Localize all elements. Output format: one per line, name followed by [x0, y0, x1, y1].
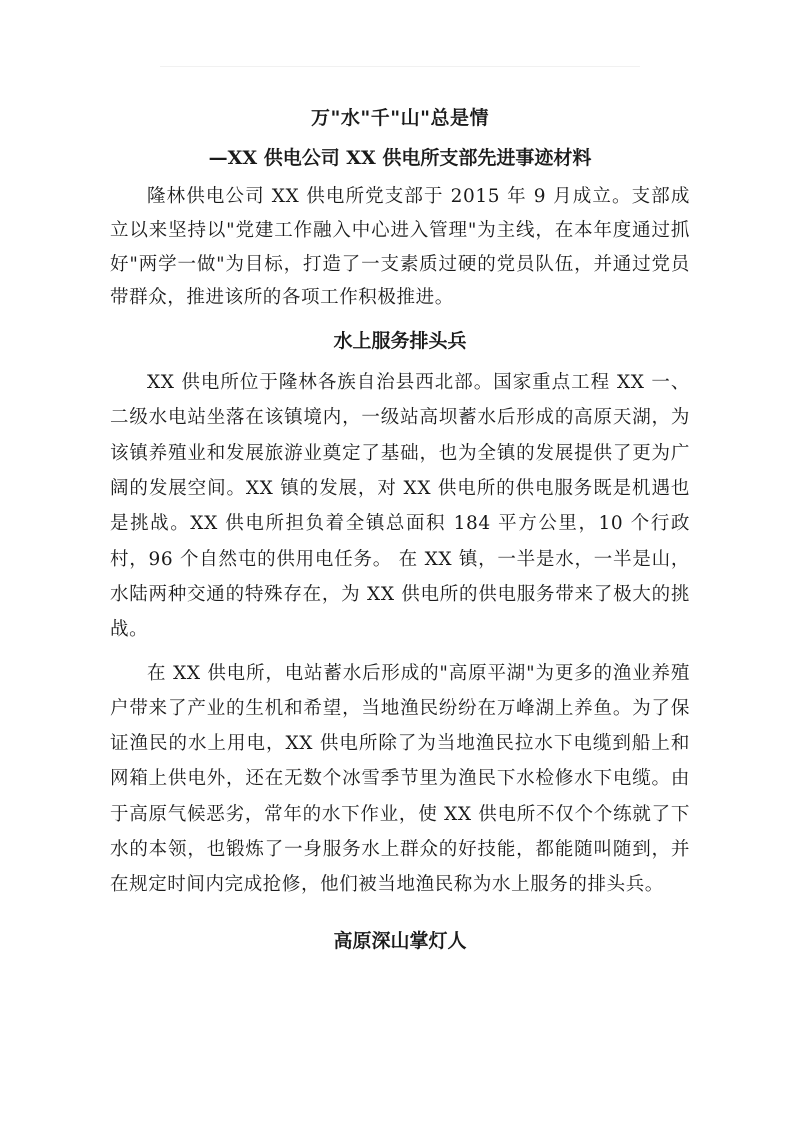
section-heading-water-service: 水上服务排头兵	[333, 330, 467, 353]
footer-watermark	[380, 1058, 420, 1064]
document-body	[110, 98, 690, 965]
document-subtitle: —XX 供电公司 XX 供电所支部先进事迹材料	[208, 147, 592, 169]
intro-paragraph: 隆林供电公司 XX 供电所党支部于 2015 年 9 月成立。支部成立以来坚持以"党建工作融入中心进入管理"为主线，在本年度通过抓好"两学一做"为目标，打造了一支素质过硬的党员队伍，并通过党员带群众，推进该所的各项工作积极推进。	[110, 186, 690, 309]
section-paragraph: XX 供电所位于隆林各族自治县西北部。国家重点工程 XX 一、二级水电站坐落在该镇境内，一级站高坝蓄水后形成的高原天湖，为该镇养殖业和发展旅游业奠定了基础，也为全镇的发展提供了更为广阔的发展空间。XX 镇的发展，对 XX 供电所的供电服务既是机遇也是挑战。XX 供电所担负着全镇总面积 184 平方公里，10 个行政村，96 个自然屯的供用电任务。 在 XX 镇，一半是水，一半是山，水陆两种交通的特殊存在，为 XX 供电所的供电服务带来了极大的挑战。	[110, 372, 690, 641]
section-heading-mountain-lamp: 高原深山掌灯人	[333, 929, 467, 952]
section-paragraph: 在 XX 供电所，电站蓄水后形成的"高原平湖"为更多的渔业养殖户带来了产业的生机和希望，当地渔民纷纷在万峰湖上养鱼。为了保证渔民的水上用电，XX 供电所除了为当地渔民拉水下电缆到船上和网箱上供电外，还在无数个冰雪季节里为渔民下水检修水下电缆。由于高原气候恶劣，常年的水下作业，使 XX 供电所不仅个个练就了下水的本领，也锻炼了一身服务水上群众的好技能，都能随叫随到，并在规定时间内完成抢修，他们被当地渔民称为水上服务的排头兵。	[110, 662, 690, 896]
document-title: 万"水"千"山"总是情	[310, 107, 490, 129]
header-rule	[160, 66, 640, 67]
